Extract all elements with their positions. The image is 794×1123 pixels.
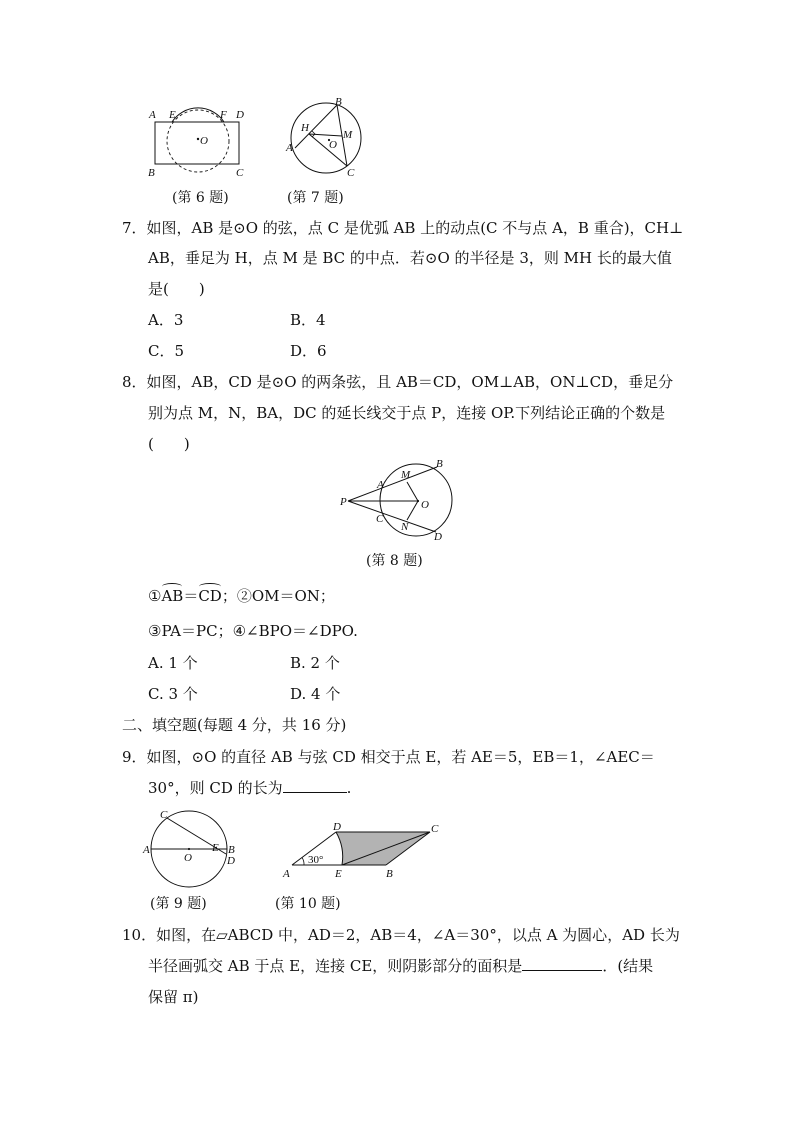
q7-line3: 是( ) [148, 280, 205, 298]
caption-fig10: (第 10 题) [275, 896, 341, 912]
q8-option-d: D. 4 个 [290, 685, 341, 703]
label-E: E [212, 842, 219, 854]
section-heading: 二、填空题(每题 4 分，共 16 分) [122, 716, 347, 734]
label-B: B [386, 868, 393, 880]
figure-7 [280, 94, 370, 180]
label-D: D [236, 109, 244, 121]
label-D: D [434, 531, 442, 543]
q9-line1: 9．如图，⊙O 的直径 AB 与弦 CD 相交于点 E，若 AE＝5，EB＝1，∠AEC＝ [122, 748, 655, 766]
label-B: B [228, 844, 235, 856]
label-C: C [160, 809, 168, 821]
label-B: B [436, 458, 443, 470]
label-D: D [227, 855, 235, 867]
label-O: O [329, 139, 337, 151]
label-D: D [333, 821, 341, 833]
q8-statement-1: ①AB＝CD；②OM＝ON； [148, 587, 335, 605]
q7-option-c: C．5 [148, 342, 185, 360]
label-A: A [143, 844, 150, 856]
q8-option-b: B. 2 个 [290, 654, 340, 672]
label-A: A [149, 109, 156, 121]
figure-9 [140, 804, 250, 892]
label-E: E [169, 109, 176, 121]
figure-10 [280, 820, 450, 882]
label-M: M [401, 469, 411, 481]
label-C: C [376, 513, 384, 525]
caption-fig8: (第 8 题) [366, 553, 423, 569]
caption-fig7: (第 7 题) [287, 190, 344, 206]
q8-statement-2: ③PA＝PC；④∠BPO＝∠DPO. [148, 622, 358, 640]
label-O: O [200, 135, 208, 147]
answer-blank-q10[interactable] [522, 956, 602, 971]
figure-8 [335, 456, 460, 544]
q8-line1: 8．如图，AB，CD 是⊙O 的两条弦，且 AB＝CD，OM⊥AB，ON⊥CD，垂足分 [122, 373, 674, 391]
answer-blank-q9[interactable] [283, 778, 347, 793]
q10-line3: 保留 π) [148, 988, 199, 1006]
caption-fig9: (第 9 题) [150, 896, 207, 912]
label-O: O [421, 499, 429, 511]
label-E: E [335, 868, 342, 880]
label-H: H [301, 122, 309, 134]
label-N: N [401, 521, 409, 533]
label-C: C [431, 823, 439, 835]
label-F: F [220, 109, 227, 121]
label-B: B [148, 167, 155, 179]
label-angle: 30° [308, 854, 324, 866]
arc-cd: CD [198, 587, 222, 605]
label-A: A [286, 142, 293, 154]
label-A: A [283, 868, 290, 880]
q7-option-d: D．6 [290, 342, 327, 360]
q8-line3: ( ) [148, 435, 190, 453]
q7-line1: 7．如图，AB 是⊙O 的弦，点 C 是优弧 AB 上的动点(C 不与点 A，B 重合)，CH⊥ [122, 219, 684, 237]
q7-option-a: A．3 [148, 311, 184, 329]
q8-option-c: C. 3 个 [148, 685, 198, 703]
label-B: B [335, 96, 342, 108]
label-P: P [340, 496, 347, 508]
q7-option-b: B．4 [290, 311, 326, 329]
q10-line2: 半径画弧交 AB 于点 E，连接 CE，则阴影部分的面积是 ．(结果 [148, 957, 654, 975]
label-C: C [347, 167, 355, 179]
q7-line2: AB，垂足为 H，点 M 是 BC 的中点．若⊙O 的半径是 3，则 MH 长的最大值 [148, 249, 672, 267]
q8-line2: 别为点 M，N，BA，DC 的延长线交于点 P，连接 OP.下列结论正确的个数是 [148, 404, 666, 422]
label-M: M [343, 129, 353, 141]
figure-6 [140, 100, 260, 180]
caption-fig6: (第 6 题) [172, 190, 229, 206]
label-A: A [377, 479, 384, 491]
arc-ab: AB [161, 587, 184, 605]
label-O: O [184, 852, 192, 864]
q8-option-a: A. 1 个 [148, 654, 198, 672]
q9-line2: 30°，则 CD 的长为 . [148, 779, 352, 797]
label-C: C [236, 167, 244, 179]
q10-line1: 10．如图，在▱ABCD 中，AD＝2，AB＝4，∠A＝30°，以点 A 为圆心，AD 长为 [122, 926, 680, 944]
